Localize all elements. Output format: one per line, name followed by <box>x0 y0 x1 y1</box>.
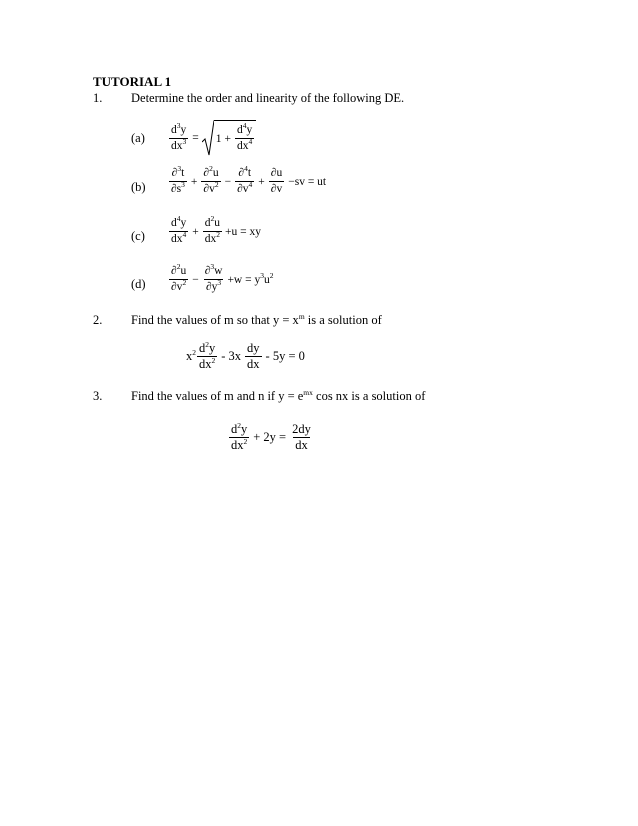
q1b-tail: −sv = ut <box>288 175 327 188</box>
q1b-term-3: $\frac{\partial^4t}{\partial v^4}$ <box>237 164 253 195</box>
q1d-tail: $+w = y^3u^2$ <box>227 270 274 286</box>
q1b-term-1: $\frac{\partial^3t}{\partial s^3}$ <box>171 164 185 195</box>
q1c-term-1: $\frac{d^4y}{dx^4}$ <box>171 214 187 245</box>
q1d-label: (d) <box>131 277 146 291</box>
q1c-label: (c) <box>131 229 145 243</box>
question-2-text: Find the values of m so that $y = x^m$ is a solution of <box>131 312 382 327</box>
q1a-label: (a) <box>131 131 145 145</box>
question-2-number: 2. <box>93 313 103 327</box>
q3-equation: $\frac{d^2y}{dx^2}$ + 2y = $\frac{2dy}{dx}$ <box>231 421 311 452</box>
q1d-equation: $\frac{\partial^2u}{\partial v^2}$ − $\frac{\partial^3w}{\partial y^3}$ $+w = y^3u^2$ <box>171 262 274 293</box>
tutorial-title: TUTORIAL 1 <box>93 74 172 89</box>
q1d-term-1: $\frac{\partial^2u}{\partial v^2}$ <box>171 262 187 293</box>
q1a-lhs-fraction: $\frac{d^3y}{dx^3}$ <box>171 120 187 152</box>
q2-equation: $x^2$ $\frac{d^2y}{dx^2}$ - 3x $\frac{dy}{dx}$ - 5y = 0 <box>186 340 305 371</box>
question-1-text: Determine the order and linearity of the following DE. <box>131 91 405 105</box>
q1a-equation <box>168 120 256 156</box>
q1a-square-root: 1 + $\frac{d^4y}{dx^4}$ <box>202 120 257 156</box>
q3-term-2: $\frac{2dy}{dx}$ <box>292 422 311 452</box>
q1c-term-2: $\frac{d^2u}{dx^2}$ <box>204 214 220 245</box>
q2-term-2: $\frac{dy}{dx}$ <box>247 341 260 371</box>
radical-sign-icon <box>202 120 214 156</box>
q2-term-1: $\frac{d^2y}{dx^2}$ <box>199 340 216 371</box>
q1a-equals: = <box>192 132 199 144</box>
q1a-rhs-fraction: $\frac{d^4y}{dx^4}$ <box>237 121 253 152</box>
q1b-label: (b) <box>131 180 146 194</box>
q1b-term-2: $\frac{\partial^2u}{\partial v^2}$ <box>203 164 219 195</box>
q1c-tail: +u = xy <box>225 225 261 238</box>
q1b-equation: $\frac{\partial^3t}{\partial s^3}$ + $\frac{\partial^2u}{\partial v^2}$ − $\frac{\partial^4t}{\partial v^4}$ + $\frac{\partial u}{\partial v}$ −sv = ut <box>171 164 327 195</box>
q2-tail: - 5y = 0 <box>265 349 305 363</box>
q3-term-1: $\frac{d^2y}{dx^2}$ <box>231 421 248 452</box>
q1c-equation: $\frac{d^4y}{dx^4}$ + $\frac{d^2u}{dx^2}$ +u = xy <box>171 214 261 245</box>
question-1-number: 1. <box>93 91 103 105</box>
q1d-term-2: $\frac{\partial^3w}{\partial y^3}$ <box>204 262 223 293</box>
question-3-text: Find the values of m and n if $y = e^{mx}$ cos nx is a solution of <box>131 388 426 403</box>
q1b-term-4: $\frac{\partial u}{\partial v}$ <box>270 167 283 195</box>
question-3-number: 3. <box>93 389 103 403</box>
